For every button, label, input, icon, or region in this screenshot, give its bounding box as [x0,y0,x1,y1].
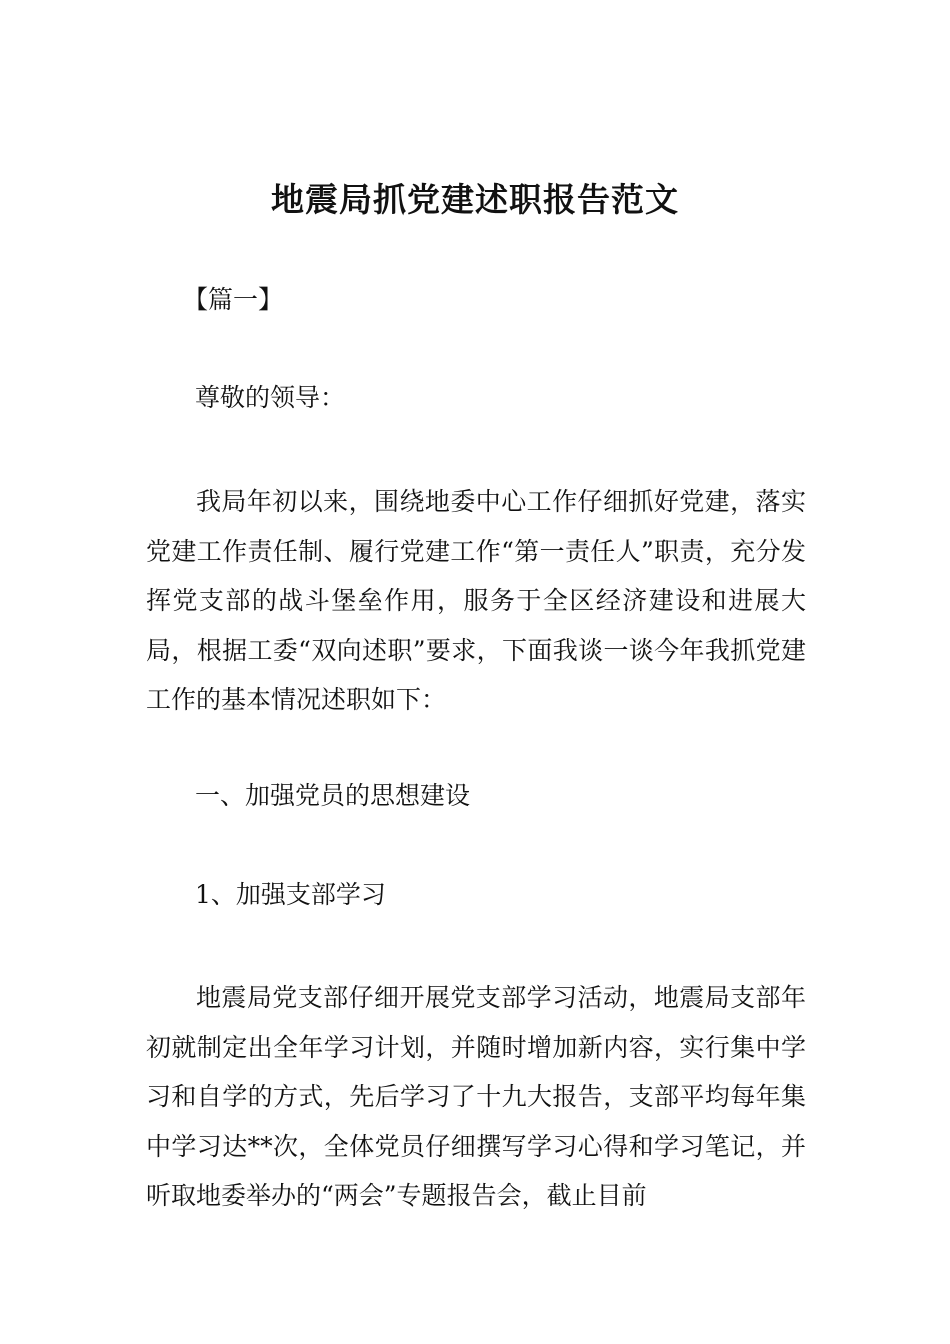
subsection-heading: 1、加强支部学习 [195,880,386,909]
section-label: 【篇一】 [183,285,284,314]
section-heading: 一、加强党员的思想建设 [195,781,471,810]
body-paragraph-study: 地震局党支部仔细开展党支部学习活动，地震局支部年初就制定出全年学习计划，并随时增加新内容，实行集中学习和自学的方式，先后学习了十九大报告，支部平均每年集中学习达**次，全体党员仔细撰写学习心得和学习笔记，并听取地委举办的“两会”专题报告会，截止目前 [146,983,806,1210]
body-paragraph-intro: 我局年初以来，围绕地委中心工作仔细抓好党建，落实党建工作责任制、履行党建工作“第一责任人”职责，充分发挥党支部的战斗堡垒作用，服务于全区经济建设和进展大局，根据工委“双向述职”要求，下面我谈一谈今年我抓党建工作的基本情况述职如下： [146,487,806,714]
salutation: 尊敬的领导： [195,383,346,412]
document-title: 地震局抓党建述职报告范文 [271,180,679,219]
